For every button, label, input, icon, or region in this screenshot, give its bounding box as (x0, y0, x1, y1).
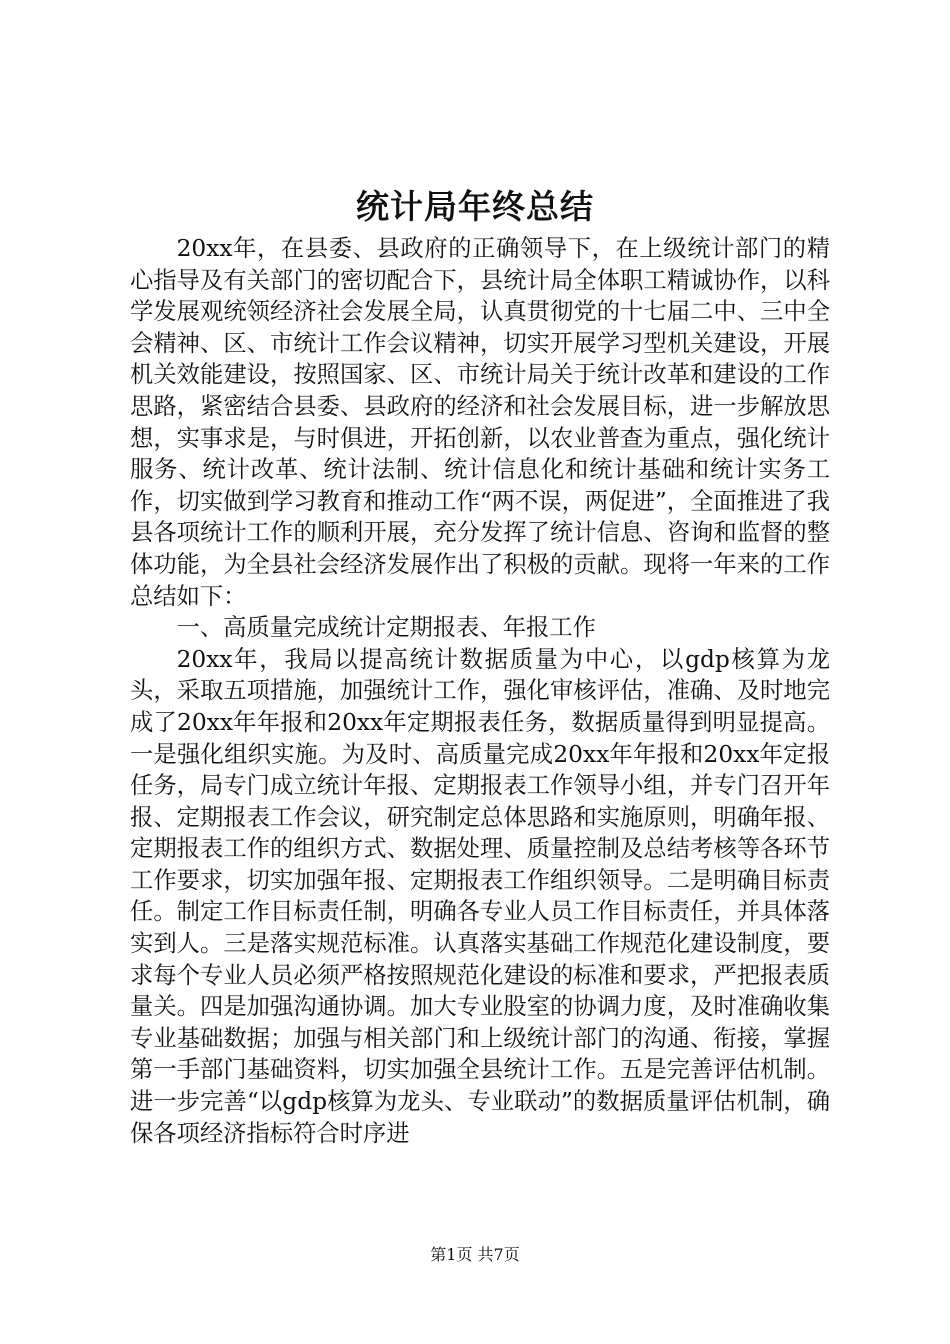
document-title: 统计局年终总结 (356, 187, 594, 226)
paragraph-intro: 20xx年，在县委、县政府的正确领导下，在上级统计部门的精心指导及有关部门的密切配合下，县统计局全体职工精诚协作，以科学发展观统领经济社会发展全局，认真贯彻党的十七届二中、三中全会精神、区、市统计工作会议精神，切实开展学习型机关建设，开展机关效能建设，按照国家、区、市统计局关于统计改革和建设的工作思路，紧密结合县委、县政府的经济和社会发展目标，进一步解放思想，实事求是，与时俱进，开拓创新，以农业普查为重点，强化统计服务、统计改革、统计法制、统计信息化和统计基础和统计实务工作，切实做到学习教育和推动工作“两不误，两促进”，全面推进了我县各项统计工作的顺利开展，充分发挥了统计信息、咨询和监督的整体功能，为全县社会经济发展作出了积极的贡献。现将一年来的工作总结如下： (130, 235, 830, 610)
page-number-footer: 第1页 共7页 (430, 1245, 520, 1264)
section-heading-1: 一、高质量完成统计定期报表、年报工作 (176, 614, 596, 642)
document-body (130, 233, 830, 1149)
paragraph-section-1: 20xx年，我局以提高统计数据质量为中心，以gdp核算为龙头，采取五项措施，加强统计工作，强化审核评估，准确、及时地完成了20xx年年报和20xx年定期报表任务，数据质量得到明显提高。一是强化组织实施。为及时、高质量完成20xx年年报和20xx年定报任务，局专门成立统计年报、定期报表工作领导小组，并专门召开年报、定期报表工作会议，研究制定总体思路和实施原则，明确年报、定期报表工作的组织方式、数据处理、质量控制及总结考核等各环节工作要求，切实加强年报、定期报表工作组织领导。二是明确目标责任。制定工作目标责任制，明确各专业人员工作目标责任，并具体落实到人。三是落实规范标准。认真落实基础工作规范化建设制度，要求每个专业人员必须严格按照规范化建设的标准和要求，严把报表质量关。四是加强沟通协调。加大专业股室的协调力度，及时准确收集专业基础数据；加强与相关部门和上级统计部门的沟通、衔接，掌握第一手部门基础资料，切实加强全县统计工作。五是完善评估机制。进一步完善“以gdp核算为龙头、专业联动”的数据质量评估机制，确保各项经济指标符合时序进 (130, 645, 830, 1147)
